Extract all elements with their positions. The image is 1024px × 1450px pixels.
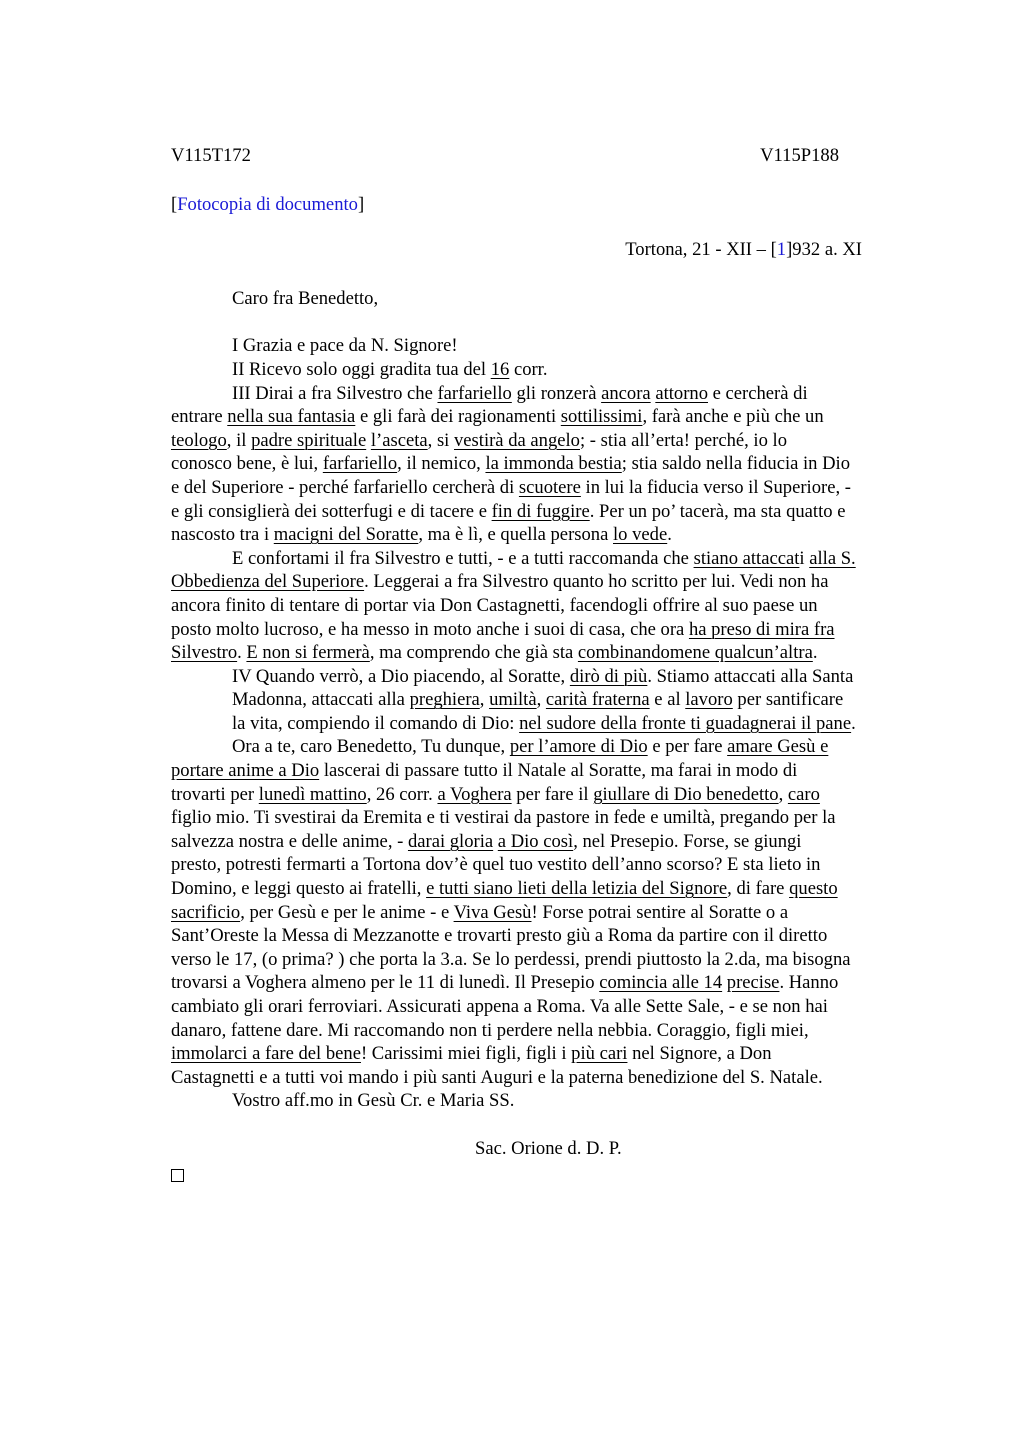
text-run: , bbox=[479, 689, 490, 711]
text-run: trovarsi a Voghera almeno per le 11 di lunedì. Il Presepio bbox=[171, 972, 600, 994]
text-run: per santificare bbox=[732, 689, 844, 711]
underlined-text: e tutti siano lieti della letizia del Signore bbox=[426, 878, 728, 900]
body-line bbox=[171, 641, 931, 665]
body-line bbox=[171, 665, 931, 689]
text-run: , bbox=[778, 783, 788, 805]
body-line bbox=[171, 594, 931, 618]
document-header bbox=[171, 144, 839, 168]
text-run: . bbox=[237, 642, 247, 664]
text-run: corr. bbox=[509, 358, 548, 380]
text-run: , ma è lì, e quella persona bbox=[418, 524, 613, 546]
checkbox-icon bbox=[171, 1169, 184, 1182]
bracket-open: [ bbox=[171, 193, 178, 215]
text-run: Madonna, attaccati alla bbox=[232, 689, 410, 711]
underlined-text: lavoro bbox=[685, 689, 733, 711]
text-run: Ora a te, caro Benedetto, Tu dunque, bbox=[232, 736, 510, 758]
text-run: danaro, fattene dare. Mi raccomando non ti perdere nella nebbia. Coraggio, figli miei, bbox=[171, 1019, 809, 1041]
underlined-text: immolarci a fare del bene bbox=[171, 1043, 361, 1065]
text-run: i bbox=[799, 547, 810, 569]
underlined-text: sottilissimi bbox=[560, 406, 643, 428]
underlined-text: lunedì mattino bbox=[258, 783, 367, 805]
body-line bbox=[171, 1066, 931, 1090]
text-run: , si bbox=[427, 429, 454, 451]
underlined-text: giullare di Dio benedetto bbox=[593, 783, 779, 805]
underlined-text: macigni del Soratte bbox=[273, 524, 419, 546]
text-run: e gli farà dei ragionamenti bbox=[355, 406, 561, 428]
underlined-text: vestirà da angelo bbox=[454, 429, 580, 451]
body-line bbox=[171, 948, 931, 972]
text-run: , per Gesù e per le anime - e bbox=[240, 901, 454, 923]
body-line bbox=[171, 1042, 931, 1066]
text-run: ancora finito di tentare di portar via Don Castagnetti, facendogli offrire al suo paese un bbox=[171, 594, 818, 616]
body-line bbox=[171, 405, 931, 429]
body-line bbox=[171, 618, 931, 642]
body-line bbox=[171, 382, 931, 406]
bracket-close: ] bbox=[357, 193, 365, 215]
underlined-text: portare anime a Dio bbox=[171, 760, 320, 782]
underlined-text: comincia alle 14 bbox=[599, 972, 723, 994]
text-run: , bbox=[536, 689, 546, 711]
text-run: , il nemico, bbox=[397, 453, 486, 475]
left-code: V115T172 bbox=[171, 145, 251, 166]
underlined-text: fin di fuggire bbox=[491, 500, 590, 522]
photocopy-link[interactable]: Fotocopia di documento bbox=[177, 193, 358, 215]
text-run: E confortami il fra Silvestro e tutti, - e a tutti raccomanda che bbox=[232, 547, 694, 569]
underlined-text: la immonda bestia bbox=[485, 453, 622, 475]
text-run: e del Superiore - perché farfariello cercherà di bbox=[171, 476, 519, 498]
text-run: trovarti per bbox=[171, 783, 259, 805]
underlined-text: Silvestro bbox=[171, 642, 238, 664]
body-line bbox=[171, 783, 931, 807]
text-run: nascosto tra i bbox=[171, 524, 274, 546]
text-run: Sant’Oreste la Messa di Mezzanotte e trovarti presto giù a Roma da partire con il diretto bbox=[171, 925, 828, 947]
text-run: entrare bbox=[171, 406, 228, 428]
text-run: . Stiamo attaccati alla Santa bbox=[647, 665, 854, 687]
text-run: , nel Presepio. Forse, se giungi bbox=[573, 830, 802, 852]
text-run: e gli consiglierà dei sotterfugi e di tacere e bbox=[171, 500, 492, 522]
text-run: e per fare bbox=[647, 736, 728, 758]
place-date bbox=[171, 238, 931, 262]
underlined-text: a Voghera bbox=[437, 783, 512, 805]
underlined-text: E non si fermerà bbox=[246, 642, 370, 664]
text-run: in lui la fiducia verso il Superiore, - bbox=[580, 476, 851, 498]
underlined-text: attorno bbox=[655, 382, 708, 404]
underlined-text: darai gloria bbox=[407, 830, 494, 852]
text-run: e cercherà di bbox=[708, 382, 808, 404]
text-run: gli ronzerà bbox=[511, 382, 602, 404]
body-line bbox=[171, 806, 931, 830]
signature: Sac. Orione d. D. P. bbox=[475, 1137, 622, 1159]
underlined-text: farfariello bbox=[322, 453, 398, 475]
text-run: nel Signore, a Don bbox=[627, 1043, 772, 1065]
underlined-text: a Dio così bbox=[497, 830, 574, 852]
body-line bbox=[171, 1019, 931, 1043]
text-run: la vita, compiendo il comando di Dio: bbox=[232, 712, 520, 734]
underlined-text: combinandomene qualcun’altra bbox=[577, 642, 813, 664]
underlined-text: 16 bbox=[490, 358, 510, 380]
text-run: cambiato gli orari ferroviari. Assicurati appena a Roma. Va alle Sette Sale, - e se non hai bbox=[171, 996, 828, 1017]
text-run: . bbox=[667, 524, 672, 546]
underlined-text: alla S. bbox=[809, 547, 856, 569]
text-run: , di fare bbox=[727, 878, 790, 900]
body-line bbox=[171, 735, 931, 759]
body-line bbox=[171, 452, 931, 476]
text-run: II Ricevo solo oggi gradita tua del bbox=[232, 358, 491, 380]
text-run: IV Quando verrò, a Dio piacendo, al Soratte, bbox=[232, 665, 570, 687]
text-run: Castagnetti e a tutti voi mando i più santi Auguri e la paterna benedizione del S. Natale. bbox=[171, 1066, 823, 1088]
underlined-text: più cari bbox=[571, 1043, 628, 1065]
text-run: posto molto lucroso, e ha messo in moto anche i suoi di casa, che ora bbox=[171, 618, 689, 640]
body-line bbox=[171, 1089, 931, 1113]
text-run: ; - stia all’erta! perché, io lo bbox=[579, 429, 788, 451]
body-line bbox=[171, 830, 931, 854]
body-line bbox=[171, 924, 931, 948]
underlined-text: ancora bbox=[601, 382, 651, 404]
body-line bbox=[171, 334, 931, 358]
text-run: Vostro aff.mo in Gesù Cr. e Maria SS. bbox=[232, 1090, 515, 1112]
text-run: conosco bene, è lui, bbox=[171, 453, 323, 475]
body-line bbox=[171, 759, 931, 783]
letter-page bbox=[171, 144, 931, 1182]
text-run: I Grazia e pace da N. Signore! bbox=[232, 335, 458, 357]
text-run: , il bbox=[226, 429, 252, 451]
underlined-text: dirò di più bbox=[569, 665, 648, 687]
underlined-text: preghiera bbox=[409, 689, 480, 711]
text-run: per fare il bbox=[511, 783, 594, 805]
underlined-text: l’asceta bbox=[370, 429, 428, 451]
underlined-text: caro bbox=[787, 783, 820, 805]
underlined-text: questo bbox=[789, 878, 838, 900]
underlined-text: teologo bbox=[171, 429, 227, 451]
text-run: Domino, e leggi questo ai fratelli, bbox=[171, 878, 427, 900]
underlined-text: stiano attaccat bbox=[693, 547, 800, 569]
underlined-text: ha preso di mira fra bbox=[688, 618, 835, 640]
body-line bbox=[171, 712, 931, 736]
underlined-text: per l’amore di Dio bbox=[509, 736, 648, 758]
body-line bbox=[171, 971, 931, 995]
text-run: . Per un po’ tacerà, ma sta quatto e bbox=[589, 500, 846, 522]
underlined-text: padre spirituale bbox=[251, 429, 367, 451]
underlined-text: farfariello bbox=[437, 382, 512, 404]
place-date-before: Tortona, 21 - XII – [ bbox=[625, 239, 777, 261]
text-run: verso le 17, (o prima? ) che porta la 3.a. Se lo perdessi, prendi piuttosto la 2.da, ma bisogna bbox=[171, 948, 851, 970]
underlined-text: umiltà bbox=[489, 689, 537, 711]
right-code: V115P188 bbox=[760, 145, 839, 166]
body-line bbox=[171, 476, 931, 500]
body-line bbox=[171, 901, 931, 925]
underlined-text: Obbedienza del Superiore bbox=[171, 571, 365, 593]
underlined-text: nel sudore della fronte ti guadagnerai il pane bbox=[519, 712, 852, 734]
body-line bbox=[171, 995, 931, 1019]
text-run: ; stia saldo nella fiducia in Dio bbox=[621, 453, 851, 475]
underlined-text: nella sua fantasia bbox=[227, 406, 356, 428]
text-run: ! Forse potrai sentire al Soratte o a bbox=[531, 901, 789, 923]
text-run: , 26 corr. bbox=[366, 783, 438, 805]
text-run: , ma comprendo che già sta bbox=[369, 642, 578, 664]
text-run: III Dirai a fra Silvestro che bbox=[232, 382, 438, 404]
body-line bbox=[171, 547, 931, 571]
photocopy-note bbox=[171, 193, 931, 217]
greeting: Caro fra Benedetto, bbox=[232, 287, 379, 309]
body-line bbox=[171, 358, 931, 382]
underlined-text: amare Gesù e bbox=[727, 736, 829, 758]
text-run: . bbox=[812, 642, 818, 664]
text-run: salvezza nostra e delle anime, - bbox=[171, 830, 408, 852]
text-run: . Hanno bbox=[779, 972, 839, 994]
body-line bbox=[171, 877, 931, 901]
underlined-text: scuotere bbox=[518, 476, 581, 498]
underlined-text: carità fraterna bbox=[545, 689, 650, 711]
text-run: lascerai di passare tutto il Natale al Soratte, ma farai in modo di bbox=[319, 760, 798, 782]
text-run: presto, potresti fermarti a Tortona dov’è quel tuo vestito dell’anno scorso? E sta lieto in bbox=[171, 854, 821, 876]
text-run: . Leggerai a fra Silvestro quanto ho scritto per lui. Vedi non ha bbox=[364, 571, 829, 593]
underlined-text: lo vede bbox=[613, 524, 668, 546]
text-run: . bbox=[851, 712, 856, 734]
body-line bbox=[171, 429, 931, 453]
place-date-digit: 1 bbox=[776, 239, 787, 261]
body-line bbox=[171, 570, 931, 594]
body-line bbox=[171, 500, 931, 524]
text-run: e al bbox=[649, 689, 686, 711]
body-line bbox=[171, 523, 931, 547]
body-line bbox=[171, 688, 931, 712]
underlined-text: Viva Gesù bbox=[453, 901, 532, 923]
underlined-text: precise bbox=[726, 972, 780, 994]
text-run: figlio mio. Ti svestirai da Eremita e ti vestirai da pastore in fede e umiltà, pregando per la bbox=[171, 807, 836, 829]
body-line bbox=[171, 853, 931, 877]
text-run: , farà anche e più che un bbox=[642, 406, 824, 428]
place-date-after: ]932 a. XI bbox=[786, 239, 862, 261]
underlined-text: sacrificio bbox=[171, 901, 241, 923]
letter-body bbox=[171, 334, 931, 1113]
text-run: ! Carissimi miei figli, figli i bbox=[360, 1043, 572, 1065]
